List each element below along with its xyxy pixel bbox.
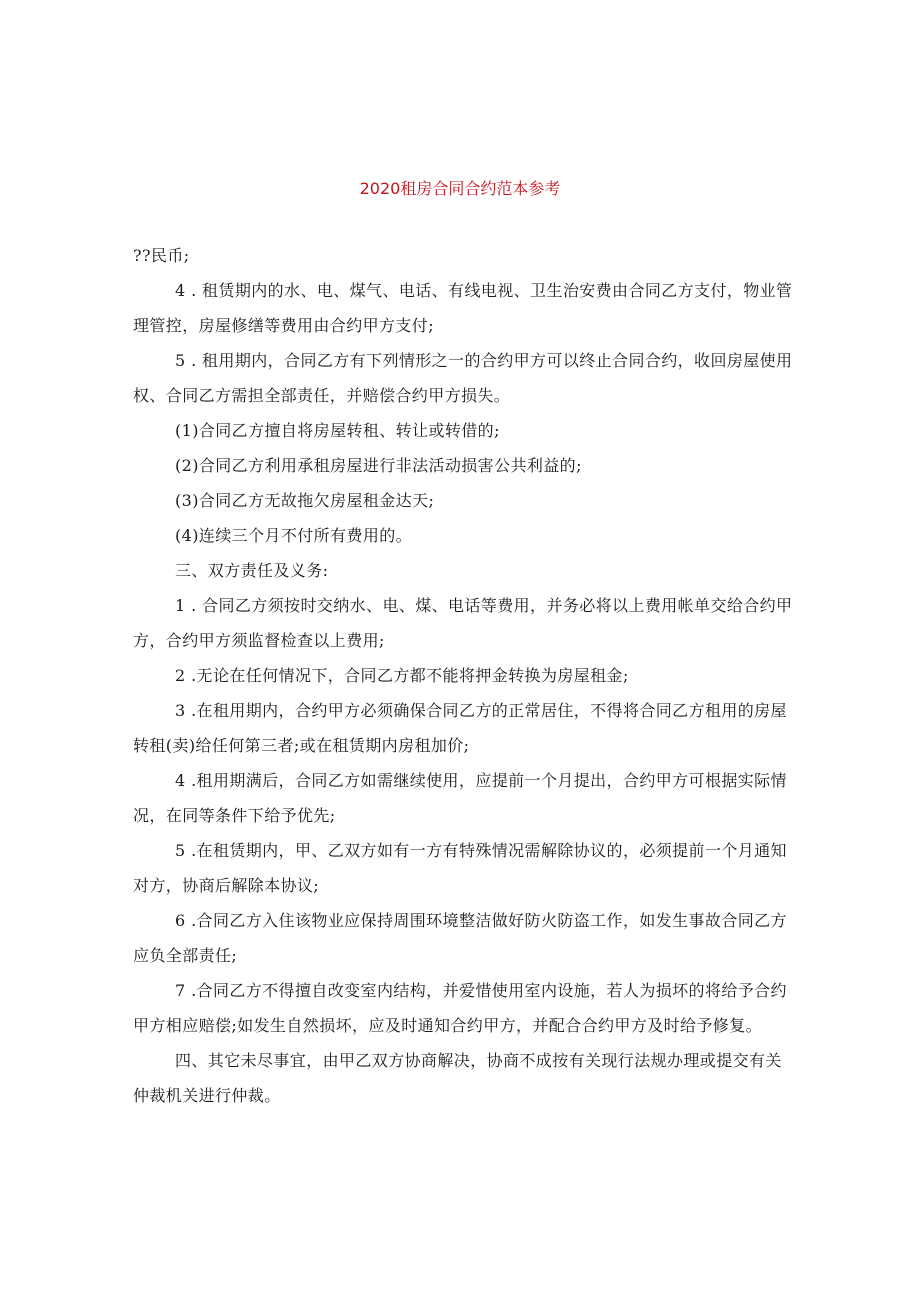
paragraph-10: 3 .在租用期内，合约甲方必须确保合同乙方的正常居住，不得将合同乙方租用的房屋转租(卖)给任何第三者;或在租赁期内房租加价; <box>133 701 787 755</box>
paragraph-8: 1 . 合同乙方须按时交纳水、电、煤、电话等费用，并务必将以上费用帐单交给合约甲方，合约甲方须监督检查以上费用; <box>133 596 793 650</box>
paragraph-1: 4 . 租赁期内的水、电、煤气、电话、有线电视、卫生治安费由合同乙方支付，物业管理管控，房屋修缮等费用由合约甲方支付; <box>133 281 793 335</box>
paragraph-3: (1)合同乙方擅自将房屋转租、转让或转借的; <box>175 421 500 440</box>
paragraph-6: (4)连续三个月不付所有费用的。 <box>175 526 413 545</box>
paragraph-7: 三、双方责任及义务: <box>175 561 329 580</box>
paragraph-0: ??民币; <box>133 246 190 265</box>
paragraph-2: 5 . 租用期内，合同乙方有下列情形之一的合约甲方可以终止合同合约，收回房屋使用权、合同乙方需担全部责任，并赔偿合约甲方损失。 <box>133 351 793 405</box>
document-title: 2020租房合同合约范本参考 <box>359 179 561 198</box>
document-body <box>133 238 795 1113</box>
paragraph-13: 6 .合同乙方入住该物业应保持周围环境整洁做好防火防盗工作，如发生事故合同乙方应负全部责任; <box>133 911 787 965</box>
paragraph-14: 7 .合同乙方不得擅自改变室内结构，并爱惜使用室内设施，若人为损坏的将给予合约甲方相应赔偿;如发生自然损坏，应及时通知合约甲方，并配合合约甲方及时给予修复。 <box>133 981 787 1035</box>
paragraph-15: 四、其它未尽事宜，由甲乙双方协商解决，协商不成按有关现行法规办理或提交有关仲裁机关进行仲裁。 <box>133 1051 782 1105</box>
paragraph-12: 5 .在租赁期内，甲、乙双方如有一方有特殊情况需解除协议的，必须提前一个月通知对方，协商后解除本协议; <box>133 841 787 895</box>
paragraph-4: (2)合同乙方利用承租房屋进行非法活动损害公共利益的; <box>175 456 582 475</box>
paragraph-11: 4 .租用期满后，合同乙方如需继续使用，应提前一个月提出，合约甲方可根据实际情况，在同等条件下给予优先; <box>133 771 787 825</box>
paragraph-5: (3)合同乙方无故拖欠房屋租金达天; <box>175 491 435 510</box>
paragraph-9: 2 .无论在任何情况下，合同乙方都不能将押金转换为房屋租金; <box>175 666 629 685</box>
